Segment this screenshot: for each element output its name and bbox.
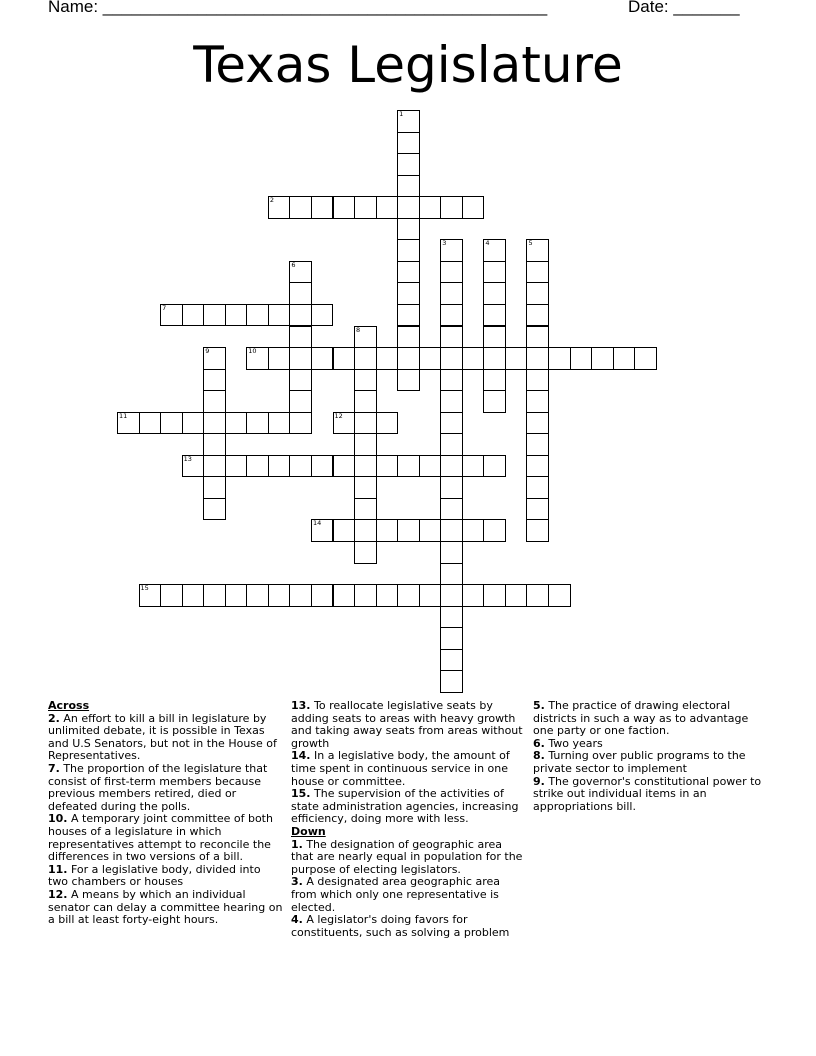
crossword-cell[interactable] xyxy=(526,476,549,499)
crossword-cell[interactable] xyxy=(440,282,463,305)
crossword-cell[interactable] xyxy=(397,218,420,241)
clue-text: Turning over public programs to the private sector to implement xyxy=(533,749,746,775)
crossword-cell[interactable] xyxy=(225,304,248,327)
clue-down-1 xyxy=(291,839,527,877)
clue-column-1 xyxy=(48,700,284,927)
crossword-cell[interactable] xyxy=(483,584,506,607)
clue-text: A temporary joint committee of both houses of a legislature in which representatives attempt to reconcile the differences in two versions of a bill. xyxy=(48,812,273,864)
crossword-cell[interactable] xyxy=(160,304,183,327)
crossword-cell[interactable] xyxy=(139,412,162,435)
crossword-cell[interactable] xyxy=(526,326,549,349)
clue-number: 10. xyxy=(48,812,68,826)
cell-number: 11 xyxy=(119,411,128,420)
crossword-cell[interactable] xyxy=(505,584,528,607)
crossword-cell[interactable] xyxy=(570,347,593,370)
crossword-cell[interactable] xyxy=(440,304,463,327)
crossword-cell[interactable] xyxy=(483,282,506,305)
clue-text: The governor's constitutional power to strike out individual items in an appropriations bill. xyxy=(533,774,762,813)
crossword-cell[interactable] xyxy=(462,519,485,542)
crossword-cell[interactable] xyxy=(268,584,291,607)
crossword-cell[interactable] xyxy=(246,347,269,370)
crossword-cell[interactable] xyxy=(440,326,463,349)
crossword-cell[interactable] xyxy=(354,347,377,370)
crossword-cell[interactable] xyxy=(440,239,463,262)
crossword-cell[interactable] xyxy=(182,304,205,327)
clue-down-5 xyxy=(533,700,769,738)
cell-number: 10 xyxy=(248,347,257,356)
crossword-cell[interactable] xyxy=(483,369,506,392)
crossword-cell[interactable] xyxy=(246,304,269,327)
crossword-cell[interactable] xyxy=(526,261,549,284)
crossword-cell[interactable] xyxy=(440,433,463,456)
crossword-cell[interactable] xyxy=(462,347,485,370)
cell-number: 7 xyxy=(162,303,167,312)
crossword-cell[interactable] xyxy=(397,347,420,370)
crossword-cell[interactable] xyxy=(311,196,334,219)
crossword-cell[interactable] xyxy=(354,412,377,435)
clue-number: 4. xyxy=(291,913,303,927)
cell-number: 6 xyxy=(291,260,296,269)
crossword-cell[interactable] xyxy=(354,326,377,349)
clue-text: A legislator's doing favors for constituents, such as solving a problem xyxy=(291,913,510,939)
clue-text: A designated area geographic area from which only one representative is elected. xyxy=(291,875,500,914)
crossword-cell[interactable] xyxy=(268,347,291,370)
clue-text: To reallocate legislative seats by adding seats to areas with heavy growth and taking away seats from areas without growth xyxy=(291,699,523,750)
crossword-cell[interactable] xyxy=(613,347,636,370)
crossword-cell[interactable] xyxy=(440,347,463,370)
crossword-cell[interactable] xyxy=(483,239,506,262)
crossword-cell[interactable] xyxy=(462,196,485,219)
clue-number: 12. xyxy=(48,887,68,901)
crossword-cell[interactable] xyxy=(160,584,183,607)
crossword-cell[interactable] xyxy=(440,455,463,478)
crossword-cell[interactable] xyxy=(311,519,334,542)
crossword-cell[interactable] xyxy=(203,390,226,413)
clue-number: 8. xyxy=(533,749,545,763)
crossword-cell[interactable] xyxy=(160,412,183,435)
crossword-cell[interactable] xyxy=(203,433,226,456)
crossword-cell[interactable] xyxy=(440,627,463,650)
crossword-cell[interactable] xyxy=(225,455,248,478)
clue-number: 15. xyxy=(291,787,311,801)
crossword-cell[interactable] xyxy=(440,649,463,672)
crossword-cell[interactable] xyxy=(354,498,377,521)
crossword-cell[interactable] xyxy=(440,369,463,392)
crossword-cell[interactable] xyxy=(397,110,420,133)
crossword-cell[interactable] xyxy=(397,132,420,155)
crossword-cell[interactable] xyxy=(289,390,312,413)
cell-number: 8 xyxy=(356,325,361,334)
down-heading: Down xyxy=(291,824,326,838)
crossword-cell[interactable] xyxy=(354,196,377,219)
clue-number: 14. xyxy=(291,749,311,763)
crossword-cell[interactable] xyxy=(419,196,442,219)
crossword-cell[interactable] xyxy=(246,584,269,607)
crossword-cell[interactable] xyxy=(225,584,248,607)
cell-number: 2 xyxy=(269,196,274,205)
crossword-cell[interactable] xyxy=(548,584,571,607)
clue-text: The proportion of the legislature that consist of first-term members because previous members retired, died or defeated during the polls. xyxy=(48,761,268,813)
cell-number: 3 xyxy=(442,239,447,248)
crossword-cell[interactable] xyxy=(483,519,506,542)
crossword-cell[interactable] xyxy=(526,347,549,370)
crossword-cell[interactable] xyxy=(311,455,334,478)
clue-across-12 xyxy=(48,889,284,927)
crossword-cell[interactable] xyxy=(268,304,291,327)
crossword-cell[interactable] xyxy=(289,347,312,370)
crossword-cell[interactable] xyxy=(182,455,205,478)
crossword-cell[interactable] xyxy=(333,519,356,542)
crossword-cell[interactable] xyxy=(483,261,506,284)
crossword-cell[interactable] xyxy=(440,498,463,521)
across-heading: Across xyxy=(48,699,90,712)
crossword-cell[interactable] xyxy=(526,390,549,413)
crossword-cell[interactable] xyxy=(548,347,571,370)
crossword-cell[interactable] xyxy=(203,498,226,521)
crossword-cell[interactable] xyxy=(440,541,463,564)
crossword-cell[interactable] xyxy=(397,261,420,284)
crossword-cell[interactable] xyxy=(526,519,549,542)
crossword-cell[interactable] xyxy=(376,519,399,542)
crossword-cell[interactable] xyxy=(483,390,506,413)
clue-text: The practice of drawing electoral districts in such a way as to advantage one party or one faction. xyxy=(533,699,749,738)
crossword-cell[interactable] xyxy=(505,347,528,370)
crossword-cell[interactable] xyxy=(440,412,463,435)
crossword-cell[interactable] xyxy=(440,519,463,542)
crossword-cell[interactable] xyxy=(333,584,356,607)
crossword-cell[interactable] xyxy=(354,390,377,413)
crossword-cell[interactable] xyxy=(333,455,356,478)
cell-number: 14 xyxy=(312,519,322,528)
crossword-cell[interactable] xyxy=(483,326,506,349)
cell-number: 4 xyxy=(485,239,490,248)
crossword-cell[interactable] xyxy=(397,239,420,262)
crossword-cell[interactable] xyxy=(376,412,399,435)
clue-down-8 xyxy=(533,750,769,775)
clue-number: 2. xyxy=(48,711,60,725)
cell-number: 1 xyxy=(399,110,404,118)
date-field[interactable]: Date: _______ xyxy=(628,0,740,16)
crossword-cell[interactable] xyxy=(526,304,549,327)
crossword-cell[interactable] xyxy=(591,347,614,370)
crossword-cell[interactable] xyxy=(203,476,226,499)
clue-text: Two years xyxy=(544,736,603,750)
crossword-cell[interactable] xyxy=(289,304,312,327)
crossword-cell[interactable] xyxy=(397,153,420,176)
clue-text: In a legislative body, the amount of time spent in continuous service in one house or committee. xyxy=(291,749,510,788)
crossword-cell[interactable] xyxy=(246,412,269,435)
clue-column-2 xyxy=(291,700,527,939)
crossword-cell[interactable] xyxy=(289,261,312,284)
crossword-cell[interactable] xyxy=(419,584,442,607)
crossword-cell[interactable] xyxy=(483,304,506,327)
crossword-cell[interactable] xyxy=(139,584,162,607)
clue-number: 9. xyxy=(533,774,545,788)
crossword-cell[interactable] xyxy=(419,347,442,370)
crossword-cell[interactable] xyxy=(333,196,356,219)
clue-across-7 xyxy=(48,763,284,813)
crossword-cell[interactable] xyxy=(354,476,377,499)
crossword-cell[interactable] xyxy=(526,282,549,305)
clue-text: For a legislative body, divided into two chambers or houses xyxy=(48,862,261,889)
crossword-cell[interactable] xyxy=(333,347,356,370)
clue-across-11 xyxy=(48,864,284,889)
crossword-cell[interactable] xyxy=(397,282,420,305)
crossword-cell[interactable] xyxy=(526,498,549,521)
crossword-cell[interactable] xyxy=(203,455,226,478)
crossword-cell[interactable] xyxy=(289,412,312,435)
cell-number: 12 xyxy=(334,411,343,420)
crossword-cell[interactable] xyxy=(289,282,312,305)
cell-number: 13 xyxy=(183,454,192,463)
clue-across-13 xyxy=(291,700,527,750)
crossword-cell[interactable] xyxy=(526,369,549,392)
crossword-cell[interactable] xyxy=(526,412,549,435)
clue-number: 13. xyxy=(291,699,311,712)
crossword-cell[interactable] xyxy=(440,563,463,586)
crossword-cell[interactable] xyxy=(440,476,463,499)
crossword-cell[interactable] xyxy=(354,541,377,564)
clue-across-14 xyxy=(291,750,527,788)
crossword-cell[interactable] xyxy=(462,584,485,607)
crossword-cell[interactable] xyxy=(117,412,140,435)
crossword-cell[interactable] xyxy=(376,347,399,370)
crossword-cell[interactable] xyxy=(289,455,312,478)
crossword-cell[interactable] xyxy=(397,175,420,198)
clue-number: 1. xyxy=(291,837,303,851)
crossword-cell[interactable] xyxy=(376,196,399,219)
cell-number: 15 xyxy=(140,584,149,593)
clue-column-3 xyxy=(533,700,769,813)
crossword-cell[interactable] xyxy=(397,196,420,219)
clue-down-4 xyxy=(291,914,527,939)
cell-number: 9 xyxy=(205,347,210,356)
crossword-cell[interactable] xyxy=(440,584,463,607)
crossword-cell[interactable] xyxy=(268,196,291,219)
crossword-cell[interactable] xyxy=(397,326,420,349)
clue-number: 3. xyxy=(291,875,303,889)
clue-across-15 xyxy=(291,788,527,826)
clue-down-9 xyxy=(533,776,769,814)
crossword-cell[interactable] xyxy=(354,584,377,607)
crossword-cell[interactable] xyxy=(203,584,226,607)
page-title: Texas Legislature xyxy=(193,36,623,94)
crossword-cell[interactable] xyxy=(268,455,291,478)
crossword-cell[interactable] xyxy=(419,455,442,478)
clue-number: 7. xyxy=(48,761,60,775)
crossword-cell[interactable] xyxy=(311,347,334,370)
crossword-cell[interactable] xyxy=(354,519,377,542)
crossword-cell[interactable] xyxy=(440,261,463,284)
clue-text: A means by which an individual senator can delay a committee hearing on a bill at least forty-eight hours. xyxy=(48,887,283,927)
crossword-cell[interactable] xyxy=(376,455,399,478)
crossword-cell[interactable] xyxy=(203,369,226,392)
crossword-cell[interactable] xyxy=(440,196,463,219)
crossword-cell[interactable] xyxy=(462,455,485,478)
crossword-cell[interactable] xyxy=(246,455,269,478)
crossword-cell[interactable] xyxy=(182,584,205,607)
clue-across-2 xyxy=(48,713,284,763)
name-field[interactable]: Name: _______________________________________________ xyxy=(48,0,548,16)
crossword-cell[interactable] xyxy=(526,239,549,262)
crossword-cell[interactable] xyxy=(225,412,248,435)
crossword-cell[interactable] xyxy=(397,304,420,327)
clue-number: 5. xyxy=(533,699,545,712)
crossword-cell[interactable] xyxy=(397,584,420,607)
crossword-cell[interactable] xyxy=(483,347,506,370)
crossword-cell[interactable] xyxy=(311,584,334,607)
clue-across-10 xyxy=(48,813,284,863)
cell-number: 5 xyxy=(528,239,533,248)
crossword-cell[interactable] xyxy=(397,519,420,542)
clue-down-3 xyxy=(291,876,527,914)
crossword-cell[interactable] xyxy=(203,412,226,435)
crossword-cell[interactable] xyxy=(268,412,291,435)
crossword-cell[interactable] xyxy=(397,455,420,478)
crossword-cell[interactable] xyxy=(289,326,312,349)
crossword-cell[interactable] xyxy=(634,347,657,370)
crossword-cell[interactable] xyxy=(289,196,312,219)
crossword-cell[interactable] xyxy=(483,455,506,478)
crossword-cell[interactable] xyxy=(354,455,377,478)
crossword-cell[interactable] xyxy=(203,347,226,370)
crossword-cell[interactable] xyxy=(311,304,334,327)
crossword-cell[interactable] xyxy=(376,584,399,607)
crossword-cell[interactable] xyxy=(526,455,549,478)
clue-text: The designation of geographic area that are nearly equal in population for the purpose of electing legislators. xyxy=(291,837,523,876)
clue-text: The supervision of the activities of state administration agencies, increasing efficiency, doing more with less. xyxy=(291,787,519,826)
crossword-cell[interactable] xyxy=(440,606,463,629)
crossword-cell[interactable] xyxy=(354,433,377,456)
crossword-cell[interactable] xyxy=(289,584,312,607)
crossword-cell[interactable] xyxy=(526,433,549,456)
crossword-cell[interactable] xyxy=(333,412,356,435)
crossword-cell[interactable] xyxy=(397,369,420,392)
crossword-cell[interactable] xyxy=(440,390,463,413)
crossword-cell[interactable] xyxy=(203,304,226,327)
crossword-cell[interactable] xyxy=(440,670,463,693)
crossword-cell[interactable] xyxy=(419,519,442,542)
clue-text: An effort to kill a bill in legislature by unlimited debate, it is possible in Texas and U.S Senators, but not in the House of Representatives. xyxy=(48,711,277,763)
crossword-cell[interactable] xyxy=(354,369,377,392)
crossword-cell[interactable] xyxy=(526,584,549,607)
clue-number: 6. xyxy=(533,736,545,750)
clue-number: 11. xyxy=(48,862,68,876)
crossword-cell[interactable] xyxy=(289,369,312,392)
crossword-cell[interactable] xyxy=(182,412,205,435)
